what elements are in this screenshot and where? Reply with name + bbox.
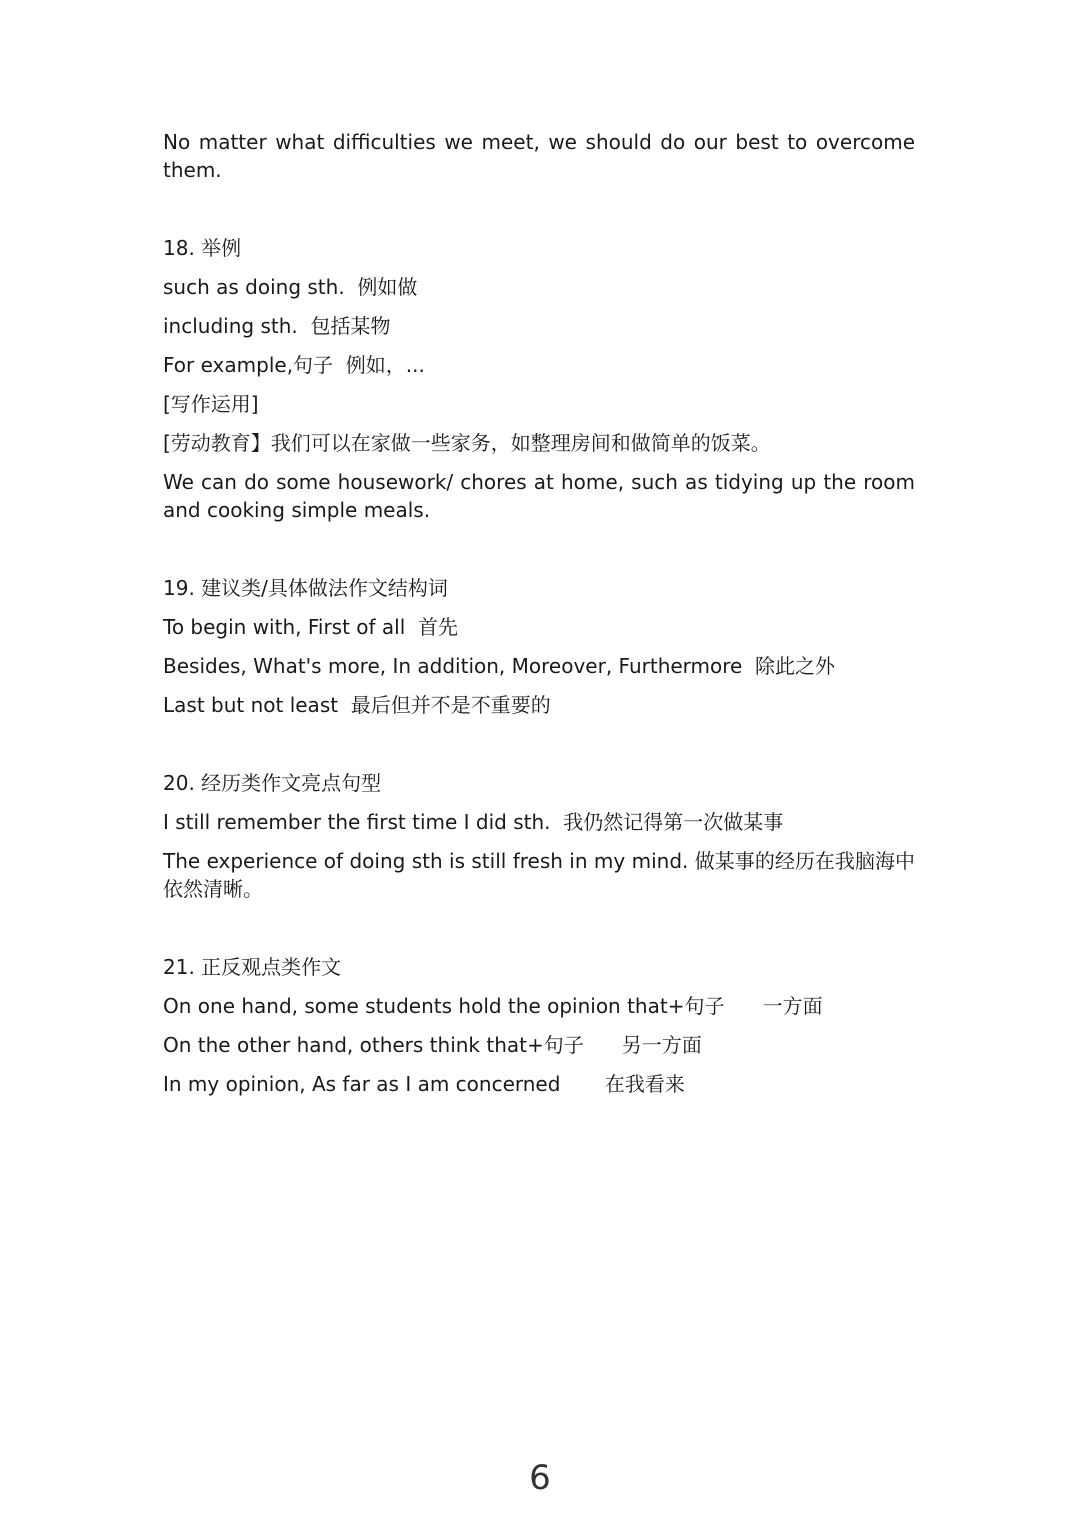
opinion-phrase-my-opinion: In my opinion, As far as I am concerned 在我看来 (163, 1072, 685, 1096)
example-phrase-such-as: such as doing sth. 例如做 (163, 275, 418, 299)
structure-word-besides: Besides, What's more, In addition, Moreover, Furthermore 除此之外 (163, 654, 836, 678)
labor-education-chinese: [劳动教育】我们可以在家做一些家务，如整理房间和做简单的饭菜。 (163, 431, 771, 455)
section-gap (163, 535, 915, 574)
section-18 (163, 234, 915, 524)
page-content (163, 128, 915, 1109)
section-18-heading: 18. 举例 (163, 236, 242, 260)
writing-application-label: [写作运用] (163, 392, 259, 416)
intro-sentence: No matter what difficulties we meet, we should do our best to overcome them. (163, 130, 915, 182)
section-gap (163, 195, 915, 234)
section-20-heading: 20. 经历类作文亮点句型 (163, 771, 382, 795)
structure-word-last: Last but not least 最后但并不是不重要的 (163, 693, 551, 717)
structure-word-first: To begin with, First of all 首先 (163, 615, 459, 639)
page-number: 6 (529, 1458, 551, 1498)
section-gap (163, 730, 915, 769)
section-21-heading: 21. 正反观点类作文 (163, 955, 342, 979)
experience-sentence-remember: I still remember the first time I did sth. 我仍然记得第一次做某事 (163, 810, 784, 834)
opinion-phrase-other-hand: On the other hand, others think that+句子 另一方面 (163, 1033, 702, 1057)
example-phrase-including: including sth. 包括某物 (163, 314, 391, 338)
experience-sentence-fresh: The experience of doing sth is still fresh in my mind. 做某事的经历在我脑海中依然清晰。 (163, 849, 915, 901)
section-19-heading: 19. 建议类/具体做法作文结构词 (163, 576, 448, 600)
labor-education-english: We can do some housework/ chores at home, such as tidying up the room and cooking simple meals. (163, 470, 915, 522)
example-phrase-for-example: For example,句子 例如，... (163, 353, 425, 377)
section-19 (163, 574, 915, 719)
section-21 (163, 953, 915, 1098)
opinion-phrase-one-hand: On one hand, some students hold the opinion that+句子 一方面 (163, 994, 823, 1018)
section-gap (163, 914, 915, 953)
section-20 (163, 769, 915, 903)
